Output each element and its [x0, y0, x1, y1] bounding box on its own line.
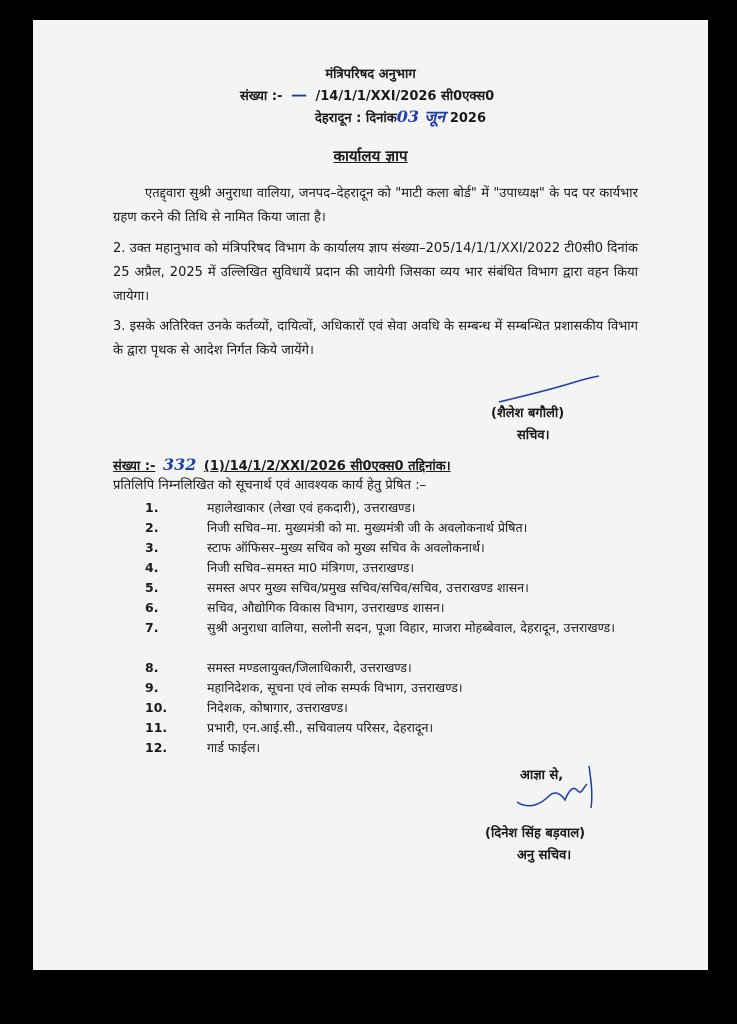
list-item: 10. निदेशक, कोषागार, उत्तराखण्ड। [145, 700, 348, 715]
list-item: 12. गार्ड फाईल। [145, 740, 261, 755]
document-page [33, 20, 708, 970]
signatory2-name: (दिनेश सिंह बड़वाल) [485, 826, 586, 841]
ref-handwritten: — [290, 85, 307, 104]
document-title: कार्यालय ज्ञाप [333, 147, 408, 165]
undersecretary-signature [511, 760, 601, 820]
copy-reference-line [113, 457, 451, 475]
list-item: 11. प्रभारी, एन.आई.सी., सचिवालय परिसर, देहरादून। [145, 720, 434, 735]
copy-intro: प्रतिलिपि निम्नलिखित को सूचनार्थ एवं आवश्यक कार्य हेतु प्रेषित :– [113, 478, 427, 493]
paragraph-3: 3. इसके अतिरिक्त उनके कर्तव्यों, दायित्वों, अधिकारों एवं सेवा अवधि के सम्बन्ध में सम्बन्धित प्रशासकीय विभाग के द्वारा पृथक से आदेश निर्गत किये जायेंगे। [113, 319, 638, 358]
date-year: 2026 [449, 111, 487, 126]
order-line: आज्ञा से, [520, 768, 564, 783]
signatory2-designation: अनु सचिव। [517, 848, 572, 863]
date-line [315, 109, 486, 127]
list-item: 1. महालेखाकार (लेखा एवं हकदारी), उत्तराखण्ड। [145, 500, 416, 515]
list-item: 7. सुश्री अनुराधा वालिया, सलोनी सदन, पूजा विहार, माजरा मोहब्बेवाल, देहरादून, उत्तराखण्ड। [145, 620, 615, 635]
list-item: 4. निजी सचिव–समस्त मा0 मंत्रिगण, उत्तराखण्ड। [145, 560, 415, 575]
copy-ref-handwritten: 332 [162, 455, 197, 474]
signatory1-designation: सचिव। [517, 428, 550, 443]
paragraph-2: 2. उक्त महानुभाव को मंत्रिपरिषद विभाग के कार्यालय ज्ञाप संख्या–205/14/1/1/XXI/2022 टी0सी0 दिनांक 25 अप्रैल, 2025 में उल्लिखित सुविधायें प्रदान की जायेगी जिसका व्यय भार संबंधित विभाग द्वारा वहन किया जायेगा। [113, 241, 638, 304]
date-handwritten: 03 जून [396, 107, 446, 126]
list-item: 5. समस्त अपर मुख्य सचिव/प्रमुख सचिव/सचिव/सचिव, उत्तराखण्ड शासन। [145, 580, 529, 595]
ref-number: /14/1/1/XXI/2026 सी0एक्स0 [315, 89, 495, 104]
list-item: 8. समस्त मण्डलायुक्त/जिलाधिकारी, उत्तराखण्ड। [145, 660, 412, 675]
paragraph-1: एतद्द्वारा सुश्री अनुराधा वालिया, जनपद–देहरादून को "माटी कला बोर्ड" में "उपाध्यक्ष" के पद पर कार्यभार ग्रहण करने की तिथि से नामित किया जाता है। [113, 186, 638, 225]
date-prefix: देहरादून : दिनांक [315, 111, 397, 126]
signatory1-name: (शैलेश बगौली) [491, 406, 565, 421]
ref-prefix: संख्या :- [240, 89, 283, 104]
list-item: 2. निजी सचिव–मा. मुख्यमंत्री को मा. मुख्यमंत्री जी के अवलोकनार्थ प्रेषित। [145, 520, 528, 535]
copy-ref-number: (1)/14/1/2/XXI/2026 सी0एक्स0 तद्दिनांक। [203, 459, 451, 474]
list-item: 3. स्टाफ ऑफिसर–मुख्य सचिव को मुख्य सचिव के अवलोकनार्थ। [145, 540, 485, 555]
copy-ref-prefix: संख्या :- [113, 459, 156, 474]
reference-line [240, 87, 494, 105]
department-heading: मंत्रिपरिषद अनुभाग [325, 67, 416, 82]
list-item: 9. महानिदेशक, सूचना एवं लोक सम्पर्क विभाग, उत्तराखण्ड। [145, 680, 463, 695]
list-item: 6. सचिव, औद्योगिक विकास विभाग, उत्तराखण्ड शासन। [145, 600, 445, 615]
